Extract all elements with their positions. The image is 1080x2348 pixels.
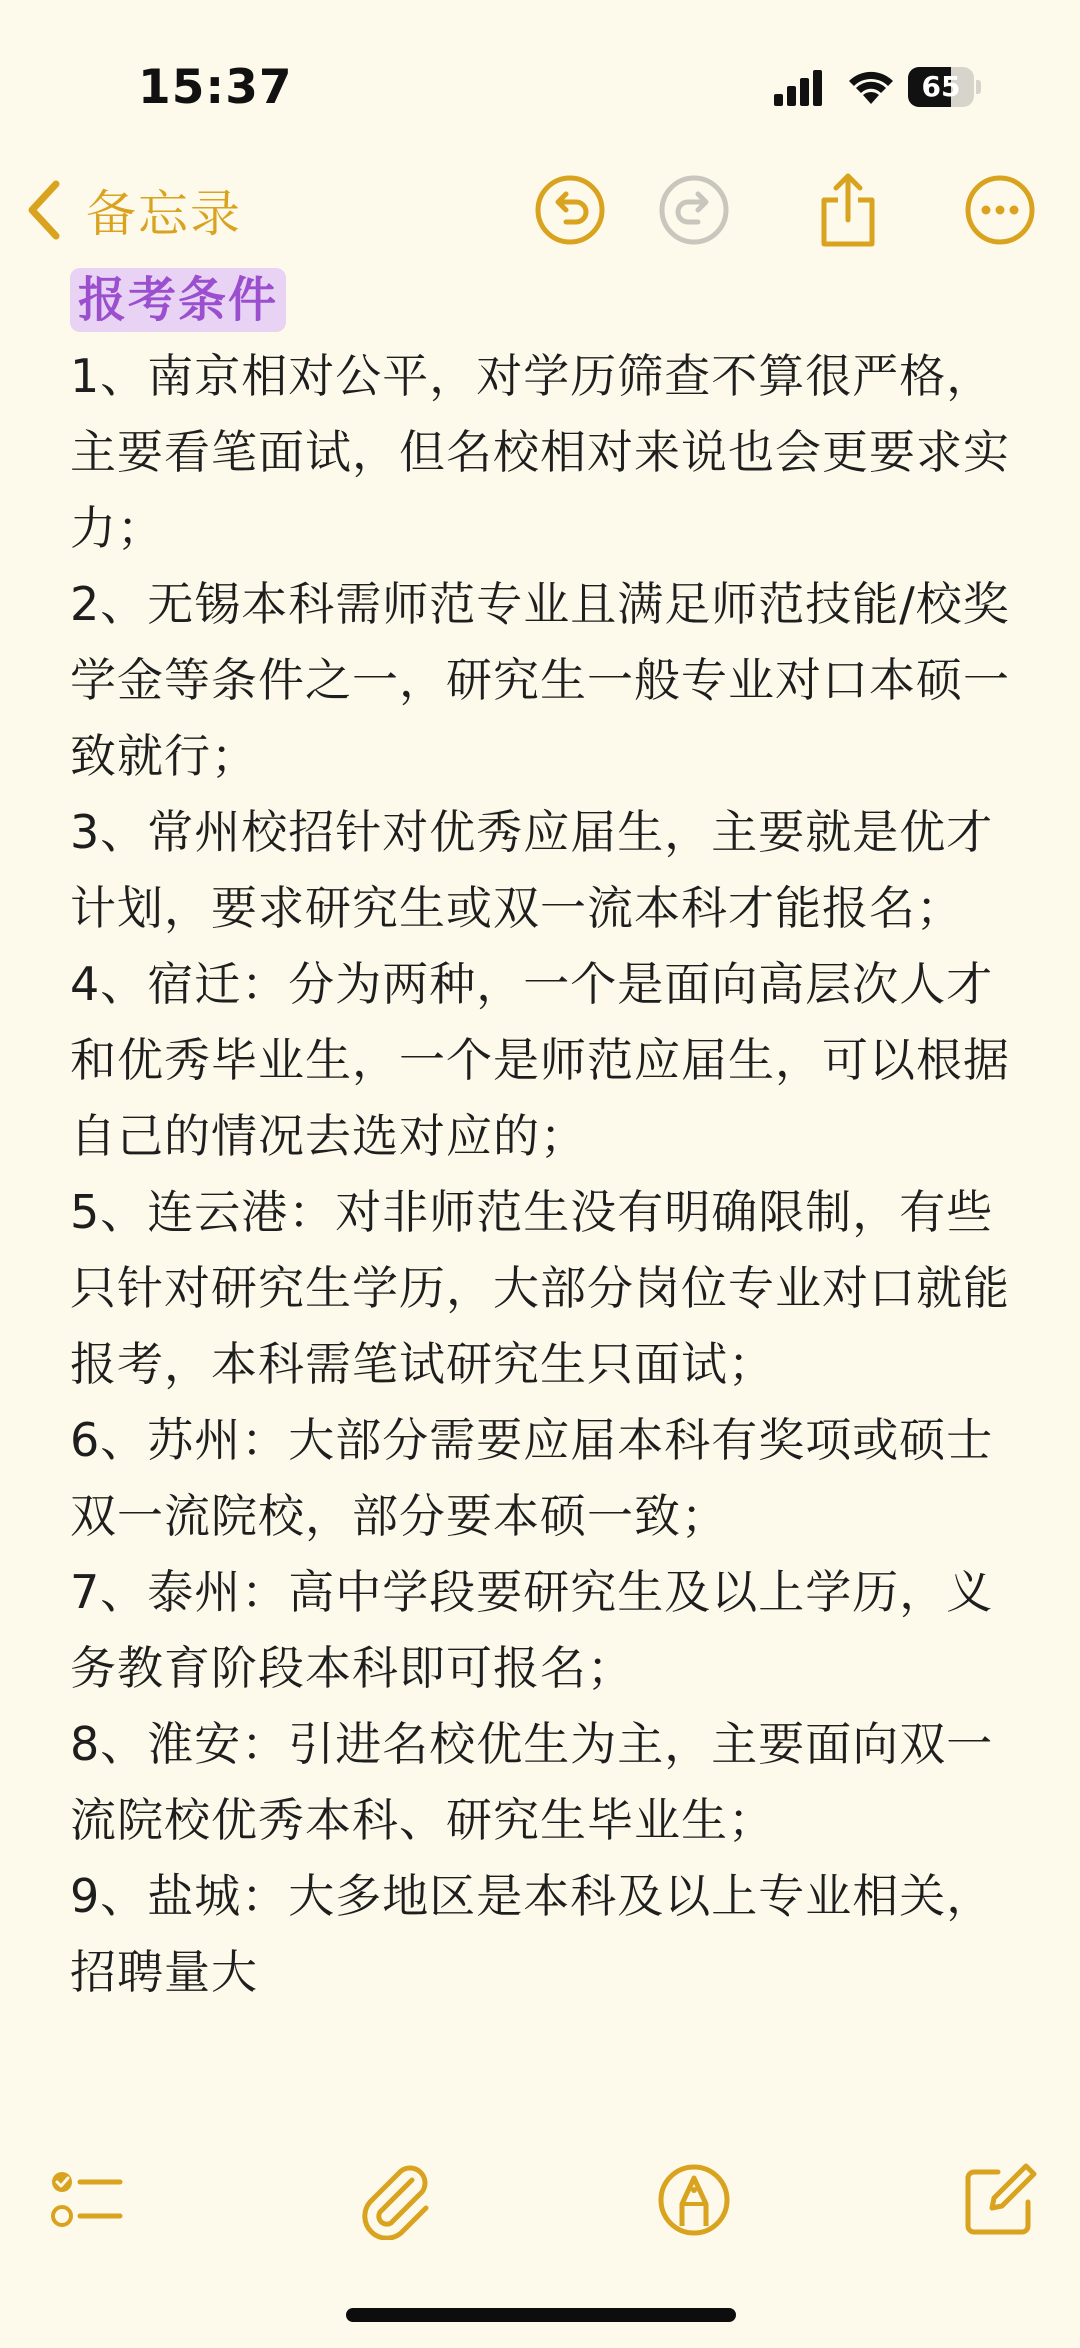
attachment-icon[interactable] [356,2160,436,2240]
share-icon[interactable] [810,172,886,248]
redo-icon[interactable] [656,172,732,248]
note-body[interactable] [70,268,1030,2010]
note-item: 2、无锡本科需师范专业且满足师范技能/校奖学金等条件之一，研究生一般专业对口本硕一致就行； [70,577,1010,783]
note-item-list [70,338,1030,2010]
back-label: 备忘录 [86,185,242,243]
note-item: 4、宿迁：分为两种，一个是面向高层次人才和优秀毕业生，一个是师范应届生，可以根据自己的情况去选对应的； [70,957,1010,1163]
home-indicator[interactable] [346,2308,736,2322]
note-item: 9、盐城：大多地区是本科及以上专业相关，招聘量大 [70,1869,994,1999]
undo-icon[interactable] [532,172,608,248]
note-heading: 报考条件 [70,268,286,332]
chevron-left-icon [22,178,66,242]
cellular-signal-icon [774,68,834,106]
back-button[interactable] [22,170,242,250]
note-item: 1、南京相对公平，对学历筛查不算很严格，主要看笔面试，但名校相对来说也会更要求实力； [70,349,1010,555]
status-bar [0,0,1080,150]
note-item: 8、淮安：引进名校优生为主，主要面向双一流院校优秀本科、研究生毕业生； [70,1717,994,1847]
more-icon[interactable] [962,172,1038,248]
markup-icon[interactable] [654,2160,734,2240]
note-item: 7、泰州：高中学段要研究生及以上学历，义务教育阶段本科即可报名； [70,1565,994,1695]
status-time: 15:37 [138,60,293,115]
note-item: 3、常州校招针对优秀应届生，主要就是优才计划，要求研究生或双一流本科才能报名； [70,805,994,935]
navigation-bar [0,160,1080,260]
note-item: 5、连云港：对非师范生没有明确限制，有些只针对研究生学历，大部分岗位专业对口就能报考，本科需笔试研究生只面试； [70,1185,1010,1391]
checklist-icon[interactable] [46,2160,126,2240]
bottom-toolbar [0,2150,1080,2250]
battery-icon [908,67,982,107]
compose-icon[interactable] [960,2160,1040,2240]
wifi-icon [848,70,894,104]
note-item: 6、苏州：大部分需要应届本科有奖项或硕士双一流院校，部分要本硕一致； [70,1413,994,1543]
battery-percentage: 65 [921,70,961,103]
